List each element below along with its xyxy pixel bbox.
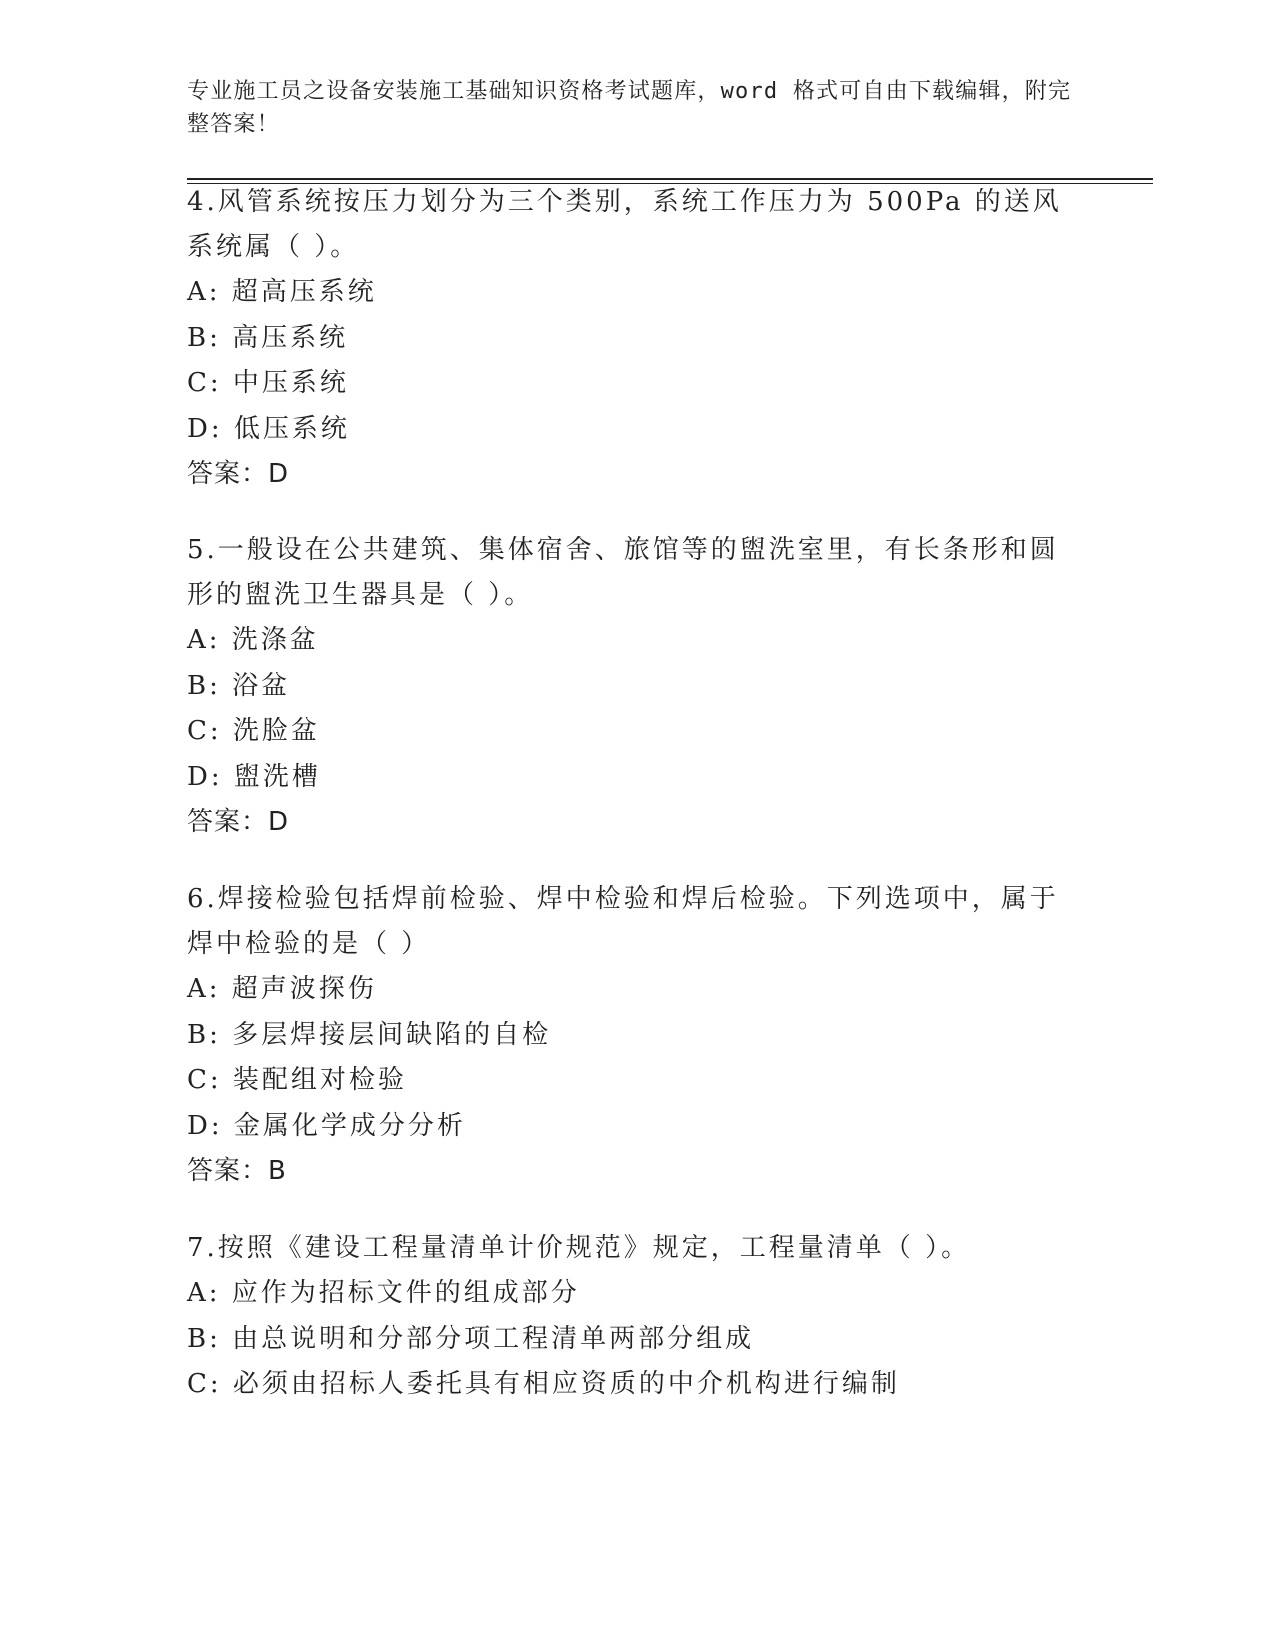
option-c: C: 洗脸盆 [187,716,320,746]
question-stem: 7.按照《建设工程量清单计价规范》规定，工程量清单（ ）。 [187,1233,971,1263]
option-d: D: 盥洗槽 [187,761,321,792]
question-6 [187,877,1067,1195]
question-5 [187,528,1067,846]
option-b: B: 由总说明和分部分项工程清单两部分组成 [187,1323,755,1354]
document-intro: 专业施工员之设备安装施工基础知识资格考试题库，word 格式可自由下载编辑，附完整答案！ [187,79,1072,137]
option-c: C: 装配组对检验 [187,1065,407,1095]
answer: 答案：D [187,807,290,837]
question-stem: 4.风管系统按压力划分为三个类别，系统工作压力为 500Pa 的送风系统属（ ）。 [187,187,1062,262]
question-4 [187,180,1067,498]
question-stem: 6.焊接检验包括焊前检验、焊中检验和焊后检验。下列选项中，属于焊中检验的是（ ） [187,884,1059,959]
option-d: D: 金属化学成分分析 [187,1110,466,1141]
answer: 答案：B [187,1156,287,1186]
option-c: C: 必须由招标人委托具有相应资质的中介机构进行编制 [187,1369,900,1399]
option-c: C: 中压系统 [187,368,349,398]
answer: 答案：D [187,459,290,489]
option-b: B: 多层焊接层间缺陷的自检 [187,1019,552,1050]
question-stem: 5.一般设在公共建筑、集体宿舍、旅馆等的盥洗室里，有长条形和圆形的盥洗卫生器具是（ ）。 [187,535,1059,610]
question-7 [187,1226,1067,1408]
option-a: A: 超高压系统 [187,277,377,307]
option-a: A: 超声波探伤 [187,974,377,1004]
option-d: D: 低压系统 [187,413,350,444]
option-a: A: 洗涤盆 [187,625,319,655]
option-b: B: 浴盆 [187,670,291,701]
option-a: A: 应作为招标文件的组成部分 [187,1278,580,1308]
option-b: B: 高压系统 [187,322,349,353]
